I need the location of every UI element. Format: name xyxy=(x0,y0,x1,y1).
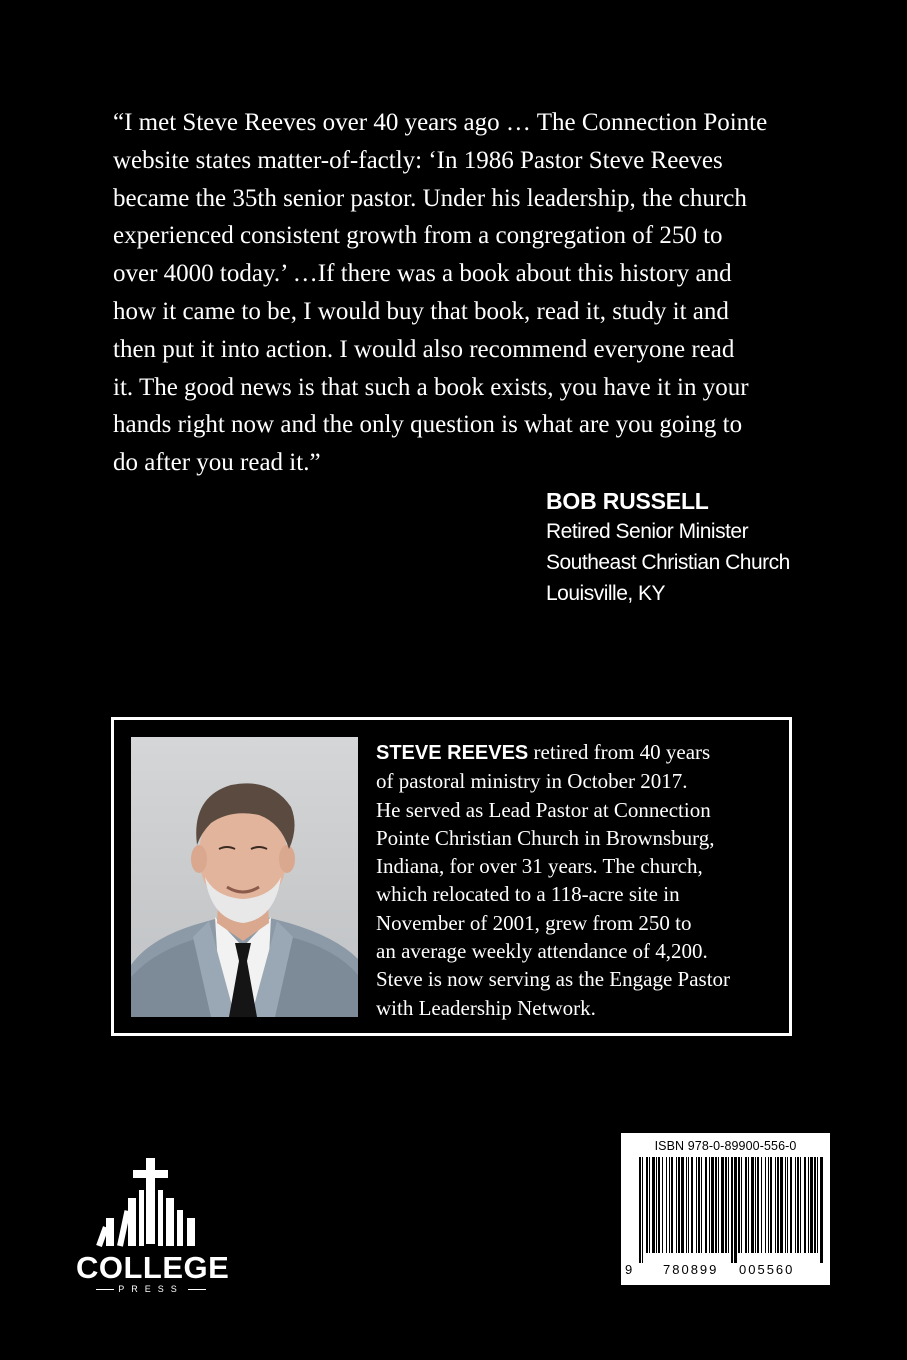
author-bio xyxy=(376,738,773,1022)
author-name: STEVE REEVES xyxy=(376,742,529,764)
endorsement-attribution xyxy=(546,486,886,609)
bio-line: an average weekly attendance of 4,200. xyxy=(376,939,708,964)
quote-line: then put it into action. I would also recommend everyone read xyxy=(113,335,735,363)
author-photo xyxy=(131,737,358,1017)
barcode-digit-first: 9 xyxy=(625,1262,633,1277)
publisher-logo xyxy=(76,1158,230,1298)
bio-line: He served as Lead Pastor at Connection xyxy=(376,797,711,822)
publisher-subname: PRESS xyxy=(76,1284,226,1294)
barcode-digits-right: 005560 xyxy=(739,1262,795,1277)
endorsement-quote xyxy=(113,104,793,482)
cross-books-icon xyxy=(76,1158,226,1250)
quote-line: website states matter-of-factly: ‘In 1986 Pastor Steve Reeves xyxy=(113,146,723,174)
isbn-label: ISBN 978-0-89900-556-0 xyxy=(654,1139,797,1153)
quote-line: how it came to be, I would buy that book, read it, study it and xyxy=(113,297,729,325)
author-bio-box xyxy=(111,717,792,1036)
bio-line: retired from 40 years xyxy=(528,740,711,764)
bio-line: Indiana, for over 31 years. The church, xyxy=(376,854,703,879)
quote-line: became the 35th senior pastor. Under his leadership, the church xyxy=(113,184,747,212)
bio-line: of pastoral ministry in October 2017. xyxy=(376,769,688,794)
barcode-digits-left: 780899 xyxy=(663,1262,719,1277)
endorser-name: BOB RUSSELL xyxy=(546,488,709,514)
publisher-name: COLLEGE xyxy=(76,1250,230,1285)
quote-line: “I met Steve Reeves over 40 years ago … The Connection Pointe xyxy=(113,109,768,136)
quote-line: do after you read it.” xyxy=(113,449,321,477)
bio-line: November of 2001, grew from 250 to xyxy=(376,910,692,935)
bio-line: with Leadership Network. xyxy=(376,995,596,1020)
quote-line: experienced consistent growth from a congregation of 250 to xyxy=(113,222,723,250)
bio-line: which relocated to a 118-acre site in xyxy=(376,882,680,907)
endorser-title: Retired Senior Minister xyxy=(546,520,749,543)
bio-line: Pointe Christian Church in Brownsburg, xyxy=(376,825,715,850)
quote-line: it. The good news is that such a book exists, you have it in your xyxy=(113,373,749,401)
isbn-barcode xyxy=(621,1133,830,1285)
endorser-location: Louisville, KY xyxy=(546,582,666,605)
endorser-church: Southeast Christian Church xyxy=(546,551,790,574)
barcode-bars xyxy=(637,1157,827,1267)
quote-line: over 4000 today.’ …If there was a book about this history and xyxy=(113,260,732,288)
quote-line: hands right now and the only question is what are you going to xyxy=(113,411,743,439)
bio-line: Steve is now serving as the Engage Pastor xyxy=(376,967,731,992)
